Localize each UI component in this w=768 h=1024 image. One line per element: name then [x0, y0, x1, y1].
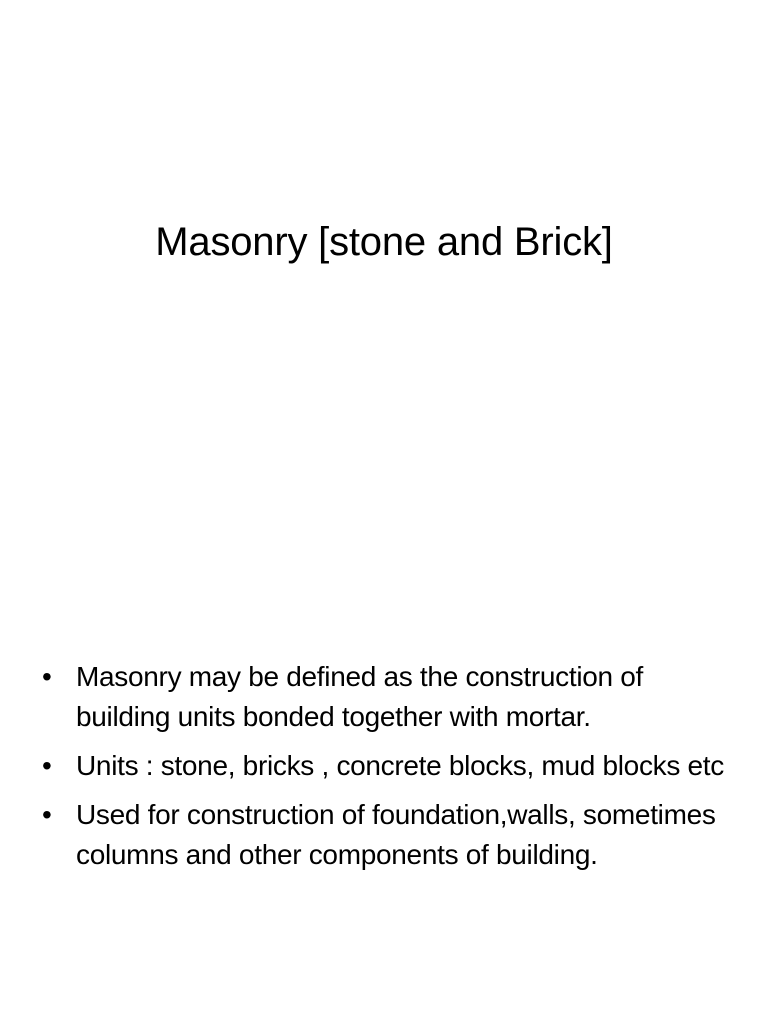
bullet-text: Masonry may be defined as the construction of building units bonded together with mortar. [76, 661, 644, 732]
bullet-icon: • [42, 661, 52, 692]
bullet-item [40, 657, 730, 737]
bullet-text: Units : stone, bricks , concrete blocks, mud blocks etc [76, 750, 724, 781]
bullet-list [40, 657, 730, 884]
bullet-item [40, 746, 730, 786]
slide-title: Masonry [stone and Brick] [155, 220, 613, 264]
bullet-icon: • [42, 750, 52, 781]
bullet-item [40, 795, 730, 875]
bullet-text: Used for construction of foundation,walls, sometimes columns and other components of building. [76, 799, 716, 870]
bullet-icon: • [42, 799, 52, 830]
